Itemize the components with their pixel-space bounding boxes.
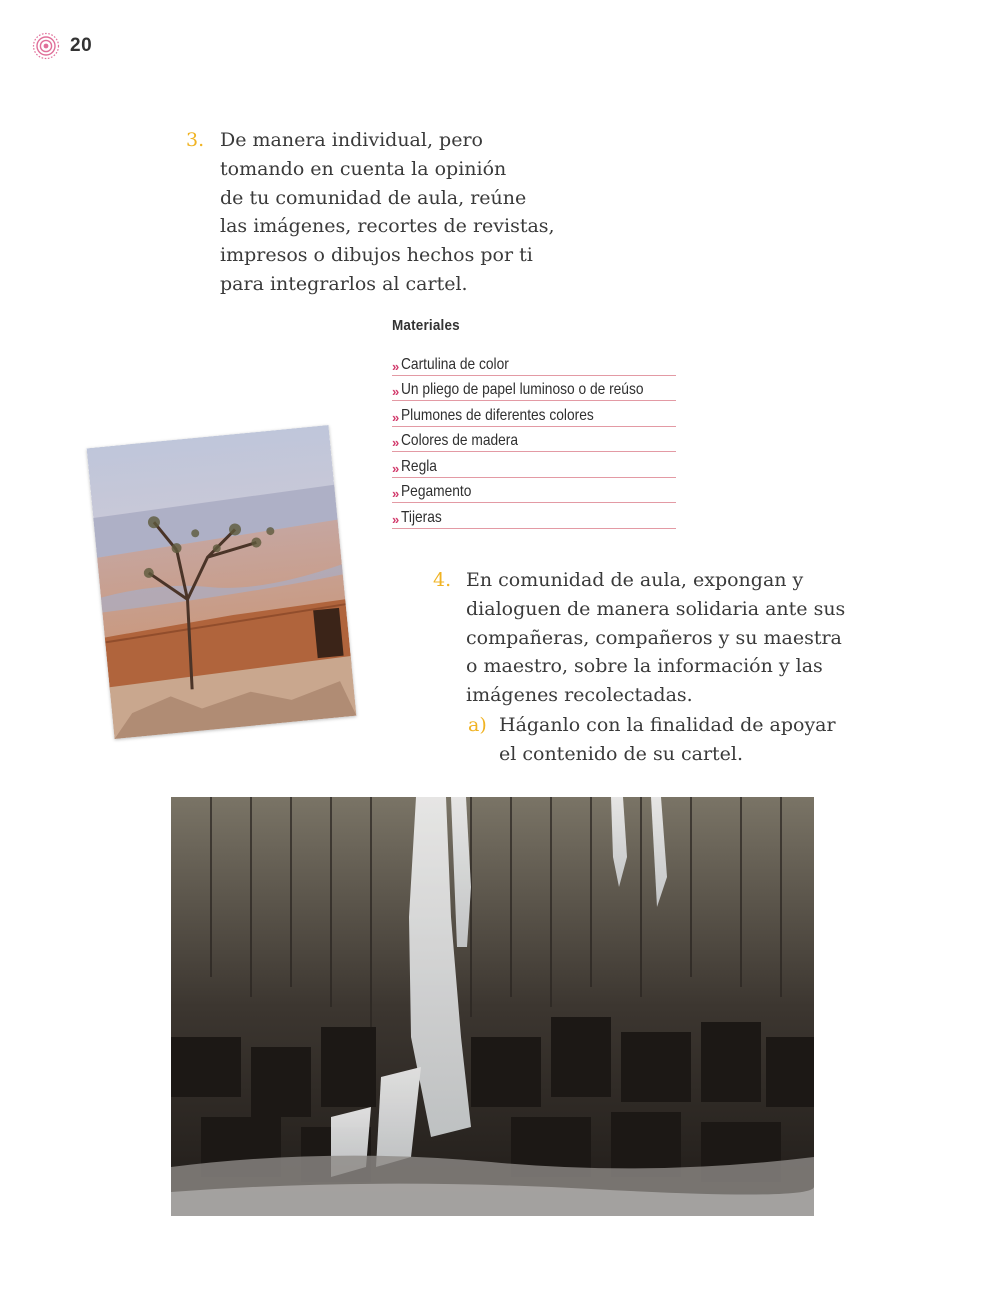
substep-letter: a): [468, 714, 487, 736]
substep-text: Háganlo con la finalidad de apoyar el contenido de su cartel.: [499, 714, 836, 765]
materials-title: Materiales: [392, 317, 460, 334]
list-item: » Un pliego de papel luminoso o de reúso: [392, 376, 676, 402]
materials-list: [392, 317, 676, 529]
step-number: 4.: [433, 569, 452, 591]
list-item: » Regla: [392, 452, 676, 478]
chevron-right-icon: »: [392, 486, 400, 501]
page-number: 20: [70, 35, 93, 56]
list-item: » Plumones de diferentes colores: [392, 401, 676, 427]
chevron-right-icon: »: [392, 511, 400, 527]
chevron-right-icon: »: [392, 460, 400, 476]
step-text: De manera individual, pero tomando en cuenta la opinión de tu comunidad de aula, reúne las imágenes, recortes de revistas, impresos o dibujos hechos por ti para integrarlos al cartel.: [220, 129, 555, 295]
concentric-circles-icon: [32, 32, 60, 60]
page-header: [32, 32, 92, 60]
basalt-waterfall-photo: [171, 797, 814, 1216]
chevron-right-icon: »: [392, 409, 400, 425]
list-item: » Cartulina de color: [392, 350, 676, 376]
list-item: » Pegamento: [392, 478, 676, 504]
tree-landscape-photo: [87, 425, 357, 739]
materials-items: [392, 350, 676, 529]
list-item: » Colores de madera: [392, 427, 676, 453]
chevron-right-icon: »: [392, 358, 400, 374]
chevron-right-icon: »: [392, 384, 400, 399]
chevron-right-icon: »: [392, 435, 400, 450]
step-number: 3.: [186, 129, 205, 151]
list-item: » Tijeras: [392, 503, 676, 529]
step-text: En comunidad de aula, expongan y dialoguen de manera solidaria ante sus compañeras, compañeros y su maestra o maestro, sobre la información y las imágenes recolectadas.: [466, 569, 846, 707]
